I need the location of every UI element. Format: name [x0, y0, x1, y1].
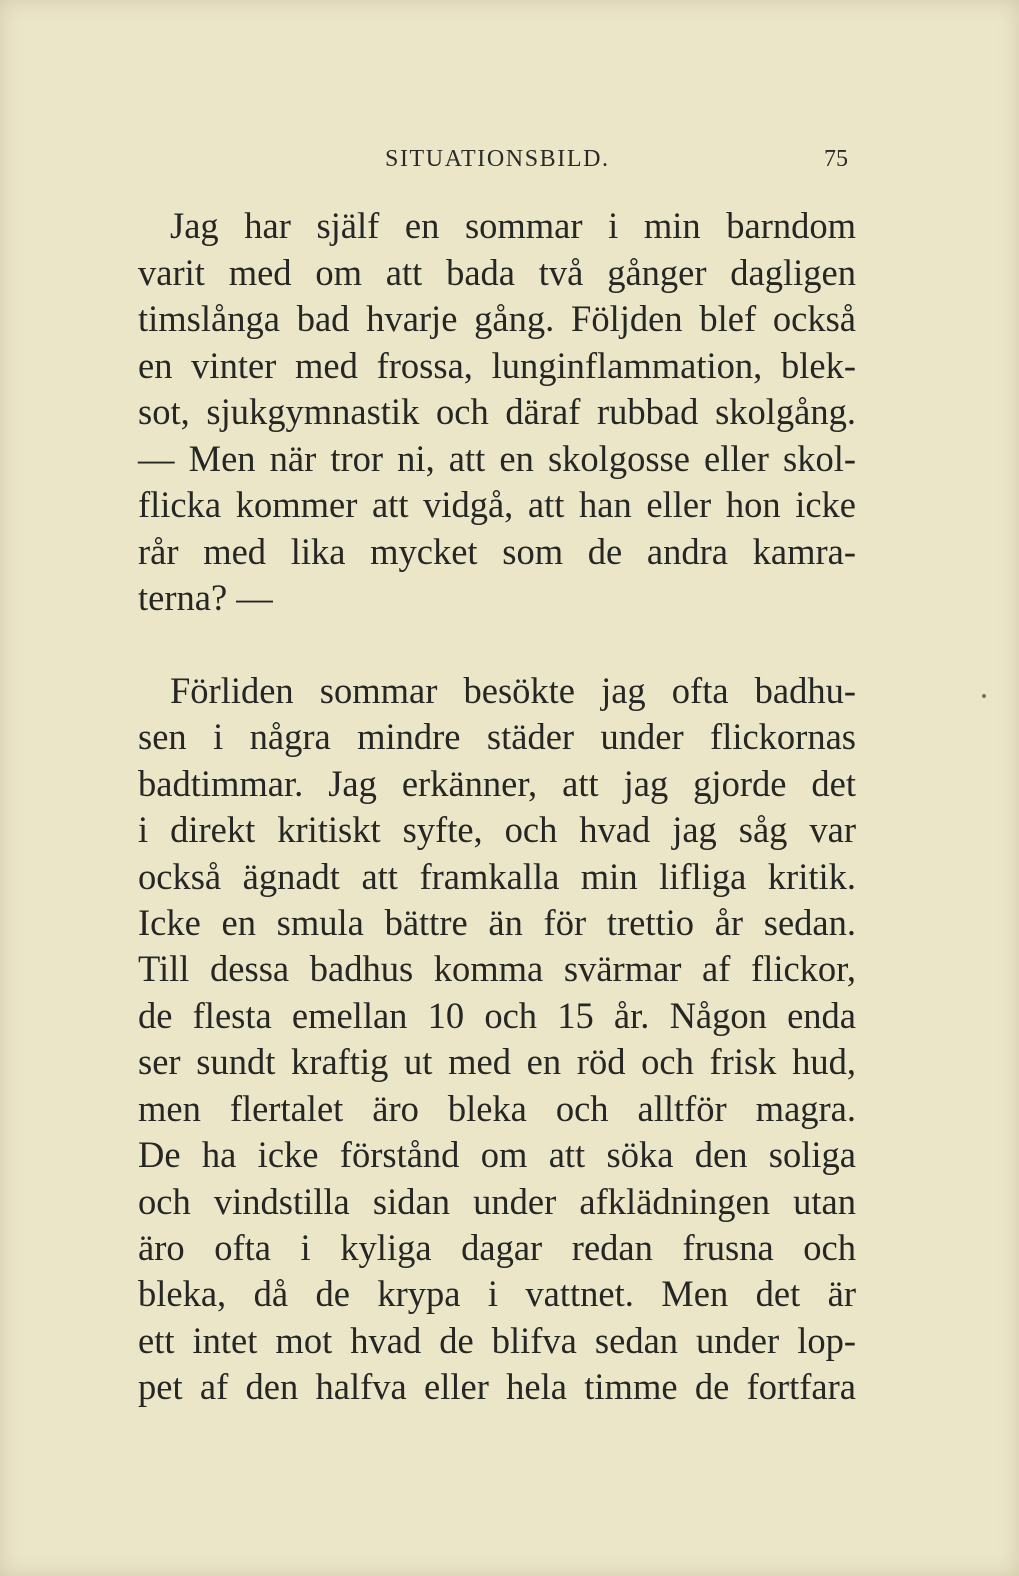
text-line: rår med lika mycket som de andra kamra- [138, 531, 856, 572]
text-line: sen i några mindre städer under flickornas [138, 716, 856, 757]
text-line: Till dessa badhus komma svärmar af flickor, [138, 948, 856, 989]
text-line: bleka, då de krypa i vattnet. Men det är [138, 1273, 856, 1314]
page-number: 75 [824, 146, 848, 172]
text-line: De ha icke förstånd om att söka den soliga [138, 1134, 856, 1175]
text-line: varit med om att bada två gånger dagligen [138, 252, 856, 293]
text-line: en vinter med frossa, lunginflammation, blek- [138, 345, 856, 386]
running-title: SITUATIONSBILD. [385, 146, 610, 172]
text-line: ser sundt kraftig ut med en röd och frisk hud, [138, 1041, 856, 1082]
text-line: men flertalet äro bleka och alltför magra. [138, 1088, 856, 1129]
text-line: i direkt kritiskt syfte, och hvad jag såg var [138, 809, 856, 850]
text-line: terna? — [138, 577, 273, 618]
text-line: — Men när tror ni, att en skolgosse eller skol- [138, 438, 856, 479]
text-line: sot, sjukgymnastik och däraf rubbad skolgång. [138, 391, 856, 432]
text-line: flicka kommer att vidgå, att han eller hon icke [138, 484, 856, 525]
text-line: Förliden sommar besökte jag ofta badhu- [170, 670, 856, 711]
paper-speck [982, 694, 986, 698]
text-line: timslånga bad hvarje gång. Följden blef också [138, 298, 856, 339]
text-line: badtimmar. Jag erkänner, att jag gjorde det [138, 763, 856, 804]
text-line: ett intet mot hvad de blifva sedan under lop- [138, 1320, 856, 1361]
text-line: också ägnadt att framkalla min lifliga kritik. [138, 856, 856, 897]
text-line: Icke en smula bättre än för trettio år sedan. [138, 902, 856, 943]
text-line: Jag har själf en sommar i min barndom [170, 205, 856, 246]
text-line: äro ofta i kyliga dagar redan frusna och [138, 1227, 856, 1268]
text-line: och vindstilla sidan under afklädningen utan [138, 1181, 856, 1222]
text-line: pet af den halfva eller hela timme de fortfara [138, 1366, 856, 1407]
text-line: de flesta emellan 10 och 15 år. Någon enda [138, 995, 856, 1036]
